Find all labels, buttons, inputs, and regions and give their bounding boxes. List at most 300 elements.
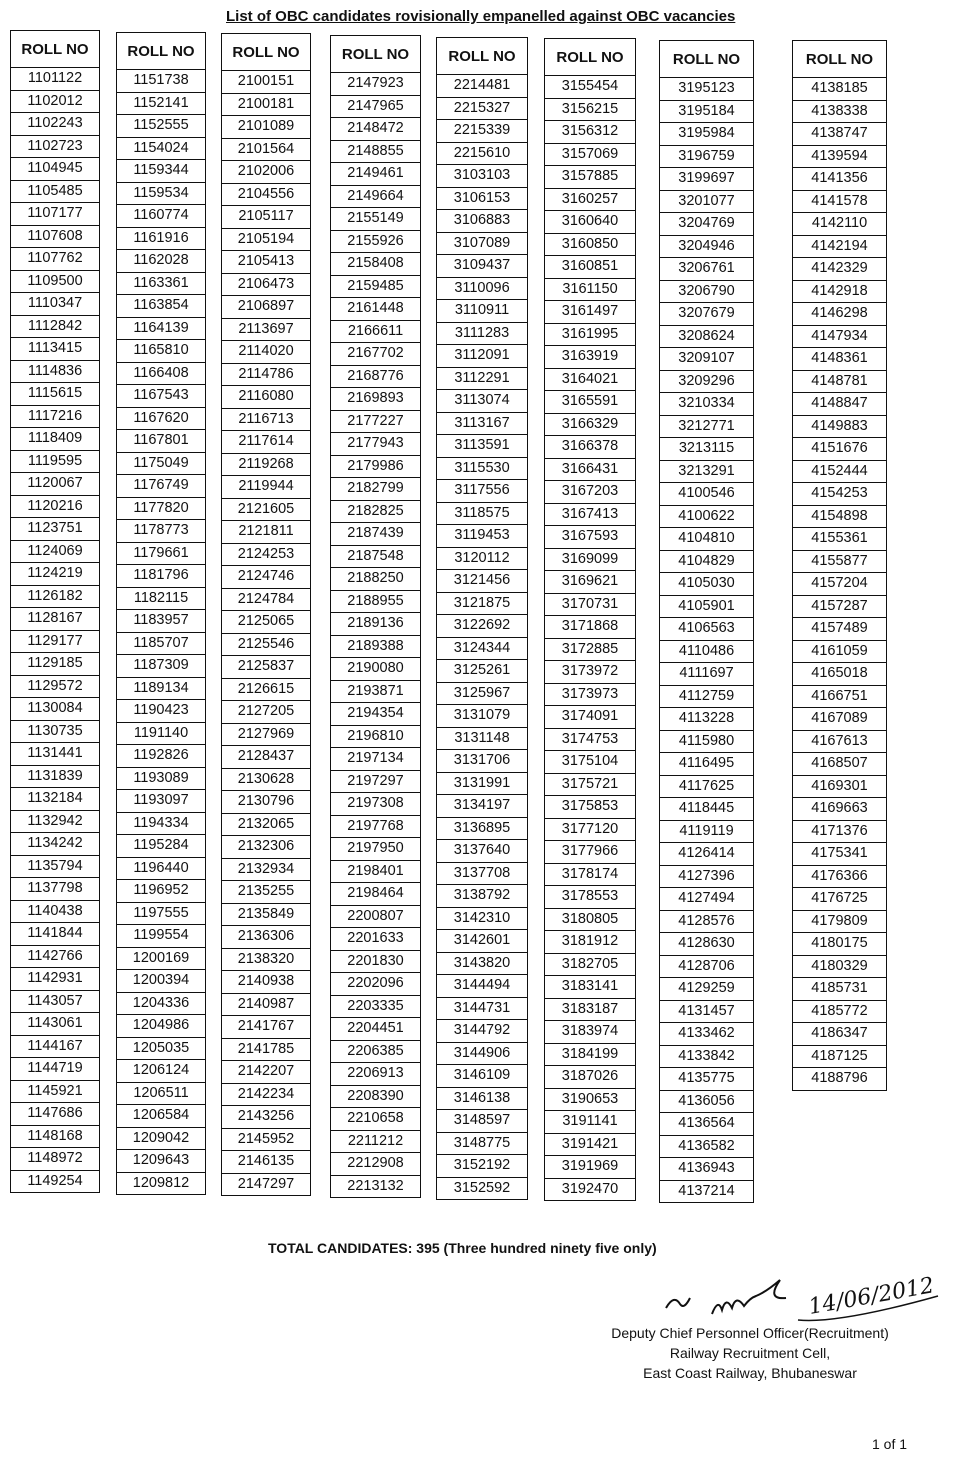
- table-row: [11, 495, 100, 518]
- table-row: [117, 137, 206, 160]
- table-row: [222, 386, 311, 409]
- roll-number-cell: 3131991: [437, 772, 528, 795]
- table-row: [11, 630, 100, 653]
- roll-number-cell: 3144731: [437, 997, 528, 1020]
- table-row: [222, 723, 311, 746]
- table-row: [331, 388, 421, 411]
- roll-number-cell: 3204946: [660, 235, 754, 258]
- signatory-designation: Deputy Chief Personnel Officer(Recruitment): [611, 1325, 889, 1341]
- table-row: [117, 227, 206, 250]
- roll-number-cell: 3146138: [437, 1087, 528, 1110]
- roll-number-cell: 4142110: [793, 213, 887, 236]
- table-row: [117, 385, 206, 408]
- table-row: [660, 370, 754, 393]
- roll-number-cell: 3177966: [545, 841, 636, 864]
- table-row: [11, 113, 100, 136]
- table-row: [11, 1058, 100, 1081]
- table-row: [117, 565, 206, 588]
- table-row: [117, 1172, 206, 1195]
- roll-number-cell: 3144494: [437, 975, 528, 998]
- roll-number-cell: 2142234: [222, 1083, 311, 1106]
- signatory-office: Railway Recruitment Cell,: [669, 1345, 831, 1361]
- roll-number-cell: 1209042: [117, 1127, 206, 1150]
- table-row: [437, 277, 528, 300]
- table-row: [660, 1045, 754, 1068]
- table-row: [222, 341, 311, 364]
- roll-number-cell: 2149461: [331, 163, 421, 186]
- roll-number-cell: 4113228: [660, 708, 754, 731]
- roll-number-cell: 3199697: [660, 168, 754, 191]
- table-row: [545, 391, 636, 414]
- roll-number-cell: 3148775: [437, 1132, 528, 1155]
- roll-number-cell: 3134197: [437, 795, 528, 818]
- roll-number-cell: 1148972: [11, 1148, 100, 1171]
- roll-number-cell: 4148847: [793, 393, 887, 416]
- roll-number-cell: 2105117: [222, 206, 311, 229]
- roll-number-cell: 2116080: [222, 386, 311, 409]
- table-row: [660, 1068, 754, 1091]
- table-row: [437, 165, 528, 188]
- table-row: [117, 430, 206, 453]
- table-row: [437, 817, 528, 840]
- roll-number-cell: 2187548: [331, 545, 421, 568]
- roll-number-cell: 4117625: [660, 775, 754, 798]
- roll-number-cell: 3183187: [545, 998, 636, 1021]
- signatory-location: East Coast Railway, Bhubaneswar: [643, 1365, 857, 1381]
- roll-number-cell: 3138792: [437, 885, 528, 908]
- table-row: [545, 548, 636, 571]
- table-row: [437, 390, 528, 413]
- table-row: [660, 190, 754, 213]
- roll-number-cell: 3191969: [545, 1156, 636, 1179]
- table-row: [331, 860, 421, 883]
- roll-number-cell: 3204769: [660, 213, 754, 236]
- roll-number-cell: 1167620: [117, 407, 206, 430]
- roll-number-cell: 4180329: [793, 955, 887, 978]
- roll-number-cell: 3191421: [545, 1133, 636, 1156]
- roll-number-cell: 1181796: [117, 565, 206, 588]
- table-row: [793, 190, 887, 213]
- table-row: [117, 407, 206, 430]
- roll-number-cell: 1115615: [11, 383, 100, 406]
- roll-number-cell: 1119595: [11, 450, 100, 473]
- roll-number-cell: 3190653: [545, 1088, 636, 1111]
- table-row: [331, 613, 421, 636]
- table-row: [437, 637, 528, 660]
- table-row: [222, 791, 311, 814]
- table-row: [331, 568, 421, 591]
- roll-number-cell: 3110911: [437, 300, 528, 323]
- table-row: [437, 660, 528, 683]
- table-row: [437, 525, 528, 548]
- table-row: [222, 228, 311, 251]
- table-row: [331, 973, 421, 996]
- table-row: [793, 910, 887, 933]
- roll-number-cell: 1206124: [117, 1060, 206, 1083]
- roll-number-cell: 4136564: [660, 1113, 754, 1136]
- table-row: [117, 992, 206, 1015]
- table-row: [117, 1037, 206, 1060]
- table-row: [11, 810, 100, 833]
- roll-number-cell: 3137708: [437, 862, 528, 885]
- table-row: [545, 998, 636, 1021]
- roll-number-cell: 3142601: [437, 930, 528, 953]
- table-row: [437, 210, 528, 233]
- table-row: [793, 618, 887, 641]
- table-row: [331, 253, 421, 276]
- table-row: [222, 183, 311, 206]
- table-row: [11, 1013, 100, 1036]
- table-row: [545, 278, 636, 301]
- roll-number-cell: 2177227: [331, 410, 421, 433]
- roll-number-cell: 2200807: [331, 905, 421, 928]
- roll-number-cell: 1102243: [11, 113, 100, 136]
- roll-number-cell: 2124746: [222, 566, 311, 589]
- roll-number-cell: 2198401: [331, 860, 421, 883]
- table-row: [793, 483, 887, 506]
- table-row: [117, 587, 206, 610]
- roll-number-cell: 2130796: [222, 791, 311, 814]
- table-row: [545, 481, 636, 504]
- table-row: [11, 1148, 100, 1171]
- roll-number-cell: 4110486: [660, 640, 754, 663]
- table-row: [545, 571, 636, 594]
- roll-number-cell: 1160774: [117, 205, 206, 228]
- handwritten-signature: [660, 1270, 950, 1330]
- table-row: [117, 1060, 206, 1083]
- roll-number-cell: 3117556: [437, 480, 528, 503]
- roll-number-cell: 3166329: [545, 413, 636, 436]
- table-row: [545, 1111, 636, 1134]
- table-row: [660, 258, 754, 281]
- roll-number-cell: 1124069: [11, 540, 100, 563]
- roll-number-cell: 1193097: [117, 790, 206, 813]
- roll-number-cell: 2126615: [222, 678, 311, 701]
- table-row: [11, 878, 100, 901]
- table-row: [11, 158, 100, 181]
- roll-number-cell: 4187125: [793, 1045, 887, 1068]
- table-row: [545, 256, 636, 279]
- roll-number-cell: 2148855: [331, 140, 421, 163]
- table-row: [793, 505, 887, 528]
- table-row: [660, 1113, 754, 1136]
- table-row: [222, 71, 311, 94]
- roll-number-cell: 1129572: [11, 675, 100, 698]
- table-row: [222, 363, 311, 386]
- table-row: [222, 588, 311, 611]
- roll-number-cell: 3113591: [437, 435, 528, 458]
- roll-number-cell: 1112842: [11, 315, 100, 338]
- roll-number-cell: 2148472: [331, 118, 421, 141]
- table-row: [545, 751, 636, 774]
- roll-number-cell: 4105901: [660, 595, 754, 618]
- roll-number-cell: 4128576: [660, 910, 754, 933]
- roll-number-cell: 1200169: [117, 947, 206, 970]
- roll-number-cell: 2167702: [331, 343, 421, 366]
- roll-number-cell: 1179661: [117, 542, 206, 565]
- roll-number-cell: 2141767: [222, 1016, 311, 1039]
- roll-number-cell: 2138320: [222, 948, 311, 971]
- table-row: [331, 523, 421, 546]
- roll-number-cell: 1129185: [11, 653, 100, 676]
- table-row: [793, 235, 887, 258]
- table-row: [117, 340, 206, 363]
- roll-number-cell: 2117614: [222, 431, 311, 454]
- roll-number-cell: 1147686: [11, 1103, 100, 1126]
- roll-number-cell: 2132934: [222, 858, 311, 881]
- table-row: [331, 1085, 421, 1108]
- table-row: [660, 663, 754, 686]
- roll-number-cell: 1164139: [117, 317, 206, 340]
- table-row: [545, 458, 636, 481]
- table-row: [11, 833, 100, 856]
- table-row: [437, 502, 528, 525]
- table-row: [222, 1128, 311, 1151]
- roll-column-6: [544, 38, 636, 1201]
- roll-number-cell: 3143820: [437, 952, 528, 975]
- roll-number-cell: 4138747: [793, 123, 887, 146]
- roll-number-cell: 1152555: [117, 115, 206, 138]
- table-row: [660, 730, 754, 753]
- roll-number-cell: 3180805: [545, 908, 636, 931]
- roll-number-cell: 3175104: [545, 751, 636, 774]
- table-row: [117, 475, 206, 498]
- table-row: [437, 1065, 528, 1088]
- roll-number-cell: 3169099: [545, 548, 636, 571]
- table-row: [11, 473, 100, 496]
- roll-number-cell: 3112291: [437, 367, 528, 390]
- table-row: [222, 408, 311, 431]
- roll-number-cell: 1167543: [117, 385, 206, 408]
- table-row: [545, 98, 636, 121]
- roll-number-cell: 1196952: [117, 880, 206, 903]
- roll-number-cell: 2210658: [331, 1108, 421, 1131]
- table-row: [117, 902, 206, 925]
- table-row: [11, 945, 100, 968]
- table-row: [437, 75, 528, 98]
- roll-number-cell: 1199554: [117, 925, 206, 948]
- roll-number-cell: 3181912: [545, 931, 636, 954]
- roll-number-cell: 3195184: [660, 100, 754, 123]
- table-row: [660, 978, 754, 1001]
- table-row: [793, 303, 887, 326]
- roll-number-cell: 4136943: [660, 1158, 754, 1181]
- signatory-block: [590, 1323, 910, 1383]
- roll-column-7: [659, 40, 754, 1203]
- table-row: [222, 476, 311, 499]
- roll-number-cell: 3110096: [437, 277, 528, 300]
- roll-number-cell: 4139594: [793, 145, 887, 168]
- table-row: [437, 615, 528, 638]
- roll-number-cell: 3183141: [545, 976, 636, 999]
- roll-number-cell: 3131079: [437, 705, 528, 728]
- roll-number-cell: 2193871: [331, 680, 421, 703]
- roll-number-cell: 1206511: [117, 1082, 206, 1105]
- roll-number-cell: 1191140: [117, 722, 206, 745]
- table-row: [11, 900, 100, 923]
- roll-number-cell: 1149254: [11, 1170, 100, 1193]
- roll-number-cell: 4180175: [793, 933, 887, 956]
- table-row: [660, 1023, 754, 1046]
- table-row: [437, 187, 528, 210]
- column-header: ROLL NO: [437, 38, 528, 75]
- table-row: [222, 296, 311, 319]
- table-row: [660, 325, 754, 348]
- table-row: [793, 843, 887, 866]
- roll-number-cell: 2215327: [437, 97, 528, 120]
- table-row: [437, 862, 528, 885]
- roll-column-3: [221, 33, 311, 1196]
- roll-number-cell: 1117216: [11, 405, 100, 428]
- table-row: [117, 295, 206, 318]
- table-row: [117, 250, 206, 273]
- roll-column-2: [116, 32, 206, 1195]
- roll-number-cell: 4104829: [660, 550, 754, 573]
- table-row: [660, 483, 754, 506]
- roll-number-cell: 1137798: [11, 878, 100, 901]
- roll-number-cell: 3144906: [437, 1042, 528, 1065]
- table-row: [222, 453, 311, 476]
- table-row: [331, 73, 421, 96]
- roll-number-cell: 1193089: [117, 767, 206, 790]
- roll-number-cell: 4161059: [793, 640, 887, 663]
- roll-number-cell: 3195984: [660, 123, 754, 146]
- table-row: [222, 633, 311, 656]
- table-row: [222, 881, 311, 904]
- table-row: [437, 345, 528, 368]
- table-row: [222, 206, 311, 229]
- table-row: [660, 798, 754, 821]
- table-row: [545, 526, 636, 549]
- roll-number-cell: 4116495: [660, 753, 754, 776]
- table-row: [793, 78, 887, 101]
- table-row: [793, 528, 887, 551]
- table-row: [11, 1125, 100, 1148]
- roll-number-cell: 3213115: [660, 438, 754, 461]
- table-row: [660, 100, 754, 123]
- roll-number-cell: 1145921: [11, 1080, 100, 1103]
- roll-number-cell: 3106153: [437, 187, 528, 210]
- roll-number-cell: 2106897: [222, 296, 311, 319]
- table-row: [117, 970, 206, 993]
- table-row: [793, 888, 887, 911]
- table-row: [117, 1082, 206, 1105]
- table-row: [793, 213, 887, 236]
- roll-number-cell: 1105485: [11, 180, 100, 203]
- table-row: [222, 273, 311, 296]
- table-row: [222, 138, 311, 161]
- table-row: [660, 460, 754, 483]
- table-row: [793, 685, 887, 708]
- roll-number-cell: 3166431: [545, 458, 636, 481]
- roll-number-cell: 4105030: [660, 573, 754, 596]
- roll-number-cell: 1205035: [117, 1037, 206, 1060]
- roll-number-cell: 3131706: [437, 750, 528, 773]
- roll-number-cell: 2141785: [222, 1038, 311, 1061]
- roll-number-cell: 3152192: [437, 1155, 528, 1178]
- roll-number-cell: 2196810: [331, 725, 421, 748]
- table-row: [331, 185, 421, 208]
- table-row: [117, 1015, 206, 1038]
- table-row: [331, 365, 421, 388]
- roll-number-cell: 3144792: [437, 1020, 528, 1043]
- roll-number-cell: 2208390: [331, 1085, 421, 1108]
- table-row: [437, 412, 528, 435]
- roll-number-cell: 4138338: [793, 100, 887, 123]
- roll-number-cell: 3191141: [545, 1111, 636, 1134]
- roll-number-cell: 1209812: [117, 1172, 206, 1195]
- table-row: [117, 632, 206, 655]
- table-row: [660, 573, 754, 596]
- table-row: [793, 415, 887, 438]
- table-row: [793, 798, 887, 821]
- roll-number-cell: 3156312: [545, 121, 636, 144]
- roll-number-cell: 4185772: [793, 1000, 887, 1023]
- roll-number-cell: 4155877: [793, 550, 887, 573]
- table-row: [545, 661, 636, 684]
- table-row: [545, 953, 636, 976]
- roll-number-cell: 4151676: [793, 438, 887, 461]
- roll-number-cell: 1175049: [117, 452, 206, 475]
- table-row: [793, 550, 887, 573]
- roll-number-cell: 4129259: [660, 978, 754, 1001]
- table-row: [545, 413, 636, 436]
- table-row: [331, 680, 421, 703]
- table-row: [11, 608, 100, 631]
- table-row: [222, 611, 311, 634]
- table-row: [545, 706, 636, 729]
- table-row: [331, 1040, 421, 1063]
- roll-number-cell: 1126182: [11, 585, 100, 608]
- roll-number-cell: 4106563: [660, 618, 754, 641]
- table-row: [331, 275, 421, 298]
- table-row: [117, 700, 206, 723]
- roll-number-cell: 4157204: [793, 573, 887, 596]
- roll-number-cell: 1159534: [117, 182, 206, 205]
- roll-number-cell: 1102723: [11, 135, 100, 158]
- table-row: [222, 813, 311, 836]
- table-row: [660, 618, 754, 641]
- roll-number-cell: 2113697: [222, 318, 311, 341]
- table-row: [545, 728, 636, 751]
- roll-number-cell: 2168776: [331, 365, 421, 388]
- table-row: [222, 1106, 311, 1129]
- table-row: [545, 233, 636, 256]
- table-row: [331, 905, 421, 928]
- table-row: [437, 1087, 528, 1110]
- roll-number-cell: 2212908: [331, 1153, 421, 1176]
- table-row: [11, 315, 100, 338]
- table-row: [437, 435, 528, 458]
- table-row: [11, 405, 100, 428]
- table-row: [331, 815, 421, 838]
- table-row: [331, 1130, 421, 1153]
- table-row: [545, 1088, 636, 1111]
- roll-number-cell: 2100181: [222, 93, 311, 116]
- table-row: [660, 235, 754, 258]
- table-row: [117, 835, 206, 858]
- table-row: [545, 368, 636, 391]
- table-row: [11, 765, 100, 788]
- table-row: [793, 820, 887, 843]
- table-row: [11, 788, 100, 811]
- roll-number-cell: 3152592: [437, 1177, 528, 1200]
- table-row: [331, 455, 421, 478]
- roll-number-cell: 2206913: [331, 1063, 421, 1086]
- table-row: [117, 610, 206, 633]
- roll-number-cell: 2121605: [222, 498, 311, 521]
- roll-number-cell: 1190423: [117, 700, 206, 723]
